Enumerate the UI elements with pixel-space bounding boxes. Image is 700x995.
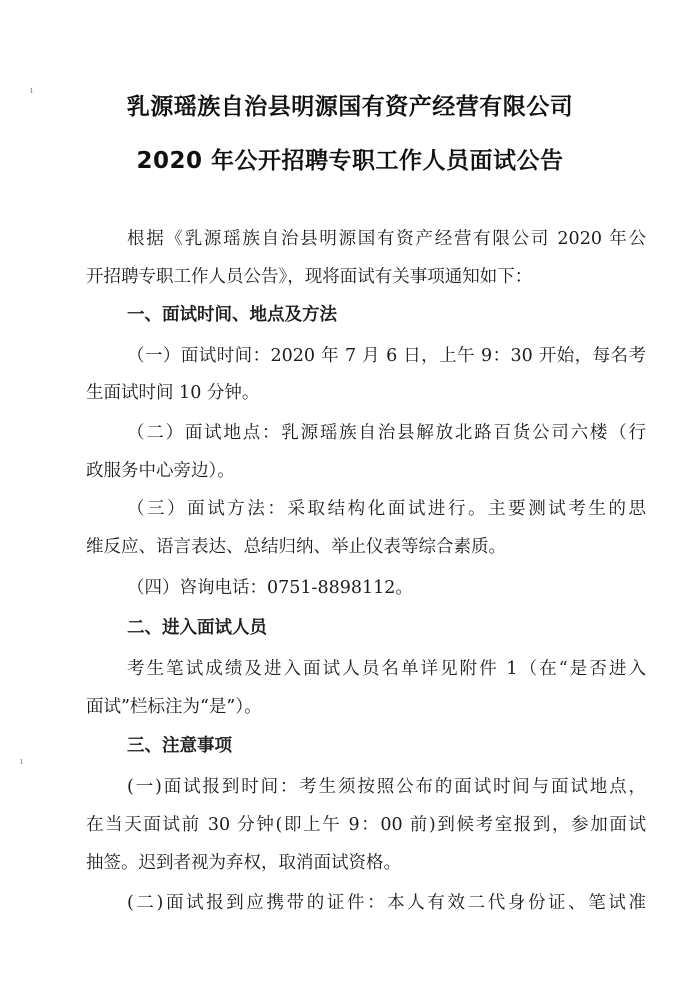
section-3-heading: 三、注意事项	[127, 736, 232, 756]
scan-speck: ı	[20, 757, 23, 767]
section-1-heading: 一、面试时间、地点及方法	[127, 305, 337, 325]
scan-speck: ı	[30, 86, 33, 96]
document-title-line1: 乳源瑶族自治县明源国有资产经营有限公司	[126, 94, 574, 120]
s1-item1-line1: （一）面试时间：2020 年 7 月 6 日，上午 9：30 开始，每名考	[127, 346, 646, 366]
intro-paragraph-line1: 根据《乳源瑶族自治县明源国有资产经营有限公司 2020 年公	[127, 229, 646, 249]
intro-paragraph-line2: 开招聘专职工作人员公告》，现将面试有关事项通知如下：	[86, 267, 533, 287]
document-title-line2: 2020 年公开招聘专职工作人员面试公告	[136, 148, 564, 174]
s1-item3-line1: （三）面试方法：采取结构化面试进行。主要测试考生的思	[127, 499, 646, 519]
s2-paragraph-line1: 考生笔试成绩及进入面试人员名单详见附件 1（在“是否进入	[127, 659, 646, 679]
section-2-heading: 二、进入面试人员	[127, 618, 267, 638]
s1-item2-line1: （二）面试地点：乳源瑶族自治县解放北路百货公司六楼（行	[127, 423, 646, 443]
s3-item1-line3: 抽签。迟到者视为弃权，取消面试资格。	[86, 853, 401, 873]
s2-paragraph-line2: 面试”栏标注为“是”）。	[86, 697, 262, 717]
s1-item1-line2: 生面试时间 10 分钟。	[86, 383, 260, 403]
s3-item1-line1: (一)面试报到时间：考生须按照公布的面试时间与面试地点，	[127, 777, 646, 797]
s3-item1-line2: 在当天面试前 30 分钟(即上午 9：00 前)到候考室报到，参加面试	[86, 815, 646, 835]
s3-item2-line1: (二)面试报到应携带的证件：本人有效二代身份证、笔试准	[127, 893, 646, 913]
s1-item2-line2: 政服务中心旁边）。	[86, 461, 235, 481]
s1-item4-phone: （四）咨询电话：0751-8898112。	[127, 578, 413, 598]
s1-item3-line2: 维反应、语言表达、总结归纳、举止仪表等综合素质。	[86, 537, 506, 557]
